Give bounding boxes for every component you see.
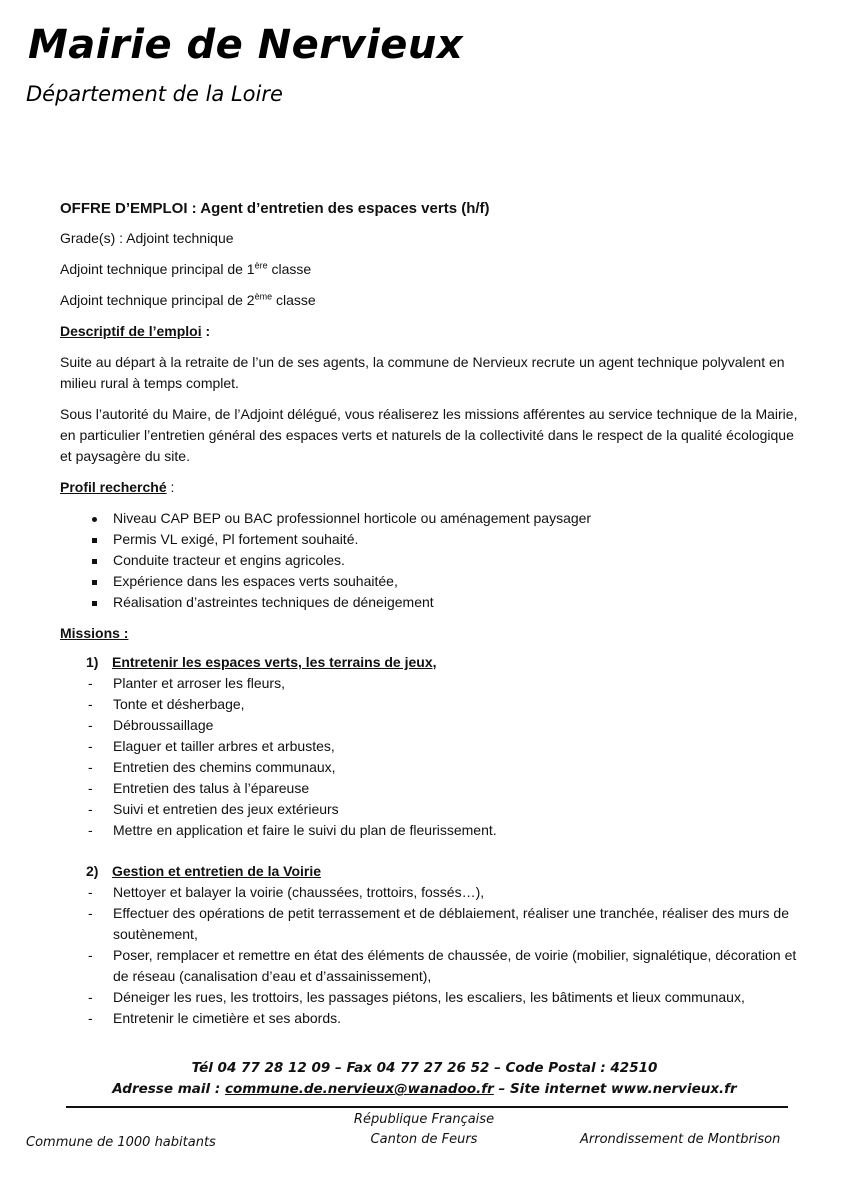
list-item-text: Entretien des talus à l’épareuse: [113, 780, 310, 796]
mission-number: 2): [86, 863, 99, 879]
missions-heading: Missions :: [60, 625, 129, 641]
website-text: – Site internet www.nervieux.fr: [493, 1081, 737, 1097]
dash-icon: -: [88, 905, 93, 921]
list-item-text: Réalisation d’astreintes techniques de déneigement: [113, 594, 434, 610]
list-item: [60, 694, 800, 715]
grade-line: [60, 259, 800, 280]
main-content: [60, 198, 800, 1029]
grade-text: Adjoint technique principal de 2: [60, 292, 255, 308]
list-item-text: Mettre en application et faire le suivi du plan de fleurissement.: [113, 822, 497, 838]
mission-heading: [60, 652, 800, 673]
footer-divider: [66, 1106, 788, 1108]
dash-icon: -: [88, 989, 93, 1005]
list-item: [60, 673, 800, 694]
list-item-text: Effectuer des opérations de petit terrassement et de déblaiement, réaliser une tranchée, réaliser des murs de soutènement,: [113, 905, 790, 942]
list-item: [60, 736, 800, 757]
dash-icon: -: [88, 759, 93, 775]
list-item: [60, 571, 800, 592]
dash-icon: -: [88, 822, 93, 838]
offer-title: OFFRE D’EMPLOI : Agent d’entretien des espaces verts (h/f): [60, 200, 490, 217]
list-item: [60, 550, 800, 571]
bullet-dot-icon: [88, 508, 100, 529]
description-heading-suffix: :: [201, 323, 211, 339]
bullet-square-icon: [88, 592, 100, 613]
dash-icon: -: [88, 1010, 93, 1026]
list-item-text: Tonte et désherbage,: [113, 696, 245, 712]
list-item-text: Planter et arroser les fleurs,: [113, 675, 285, 691]
mission-task-list: [60, 882, 800, 1029]
list-item-text: Débroussaillage: [113, 717, 214, 733]
list-item-text: Conduite tracteur et engins agricoles.: [113, 552, 345, 568]
list-item: [60, 715, 800, 736]
list-item: [60, 592, 800, 613]
list-item: [60, 820, 800, 841]
list-item: [60, 778, 800, 799]
contact-phone-line: Tél 04 77 28 12 09 – Fax 04 77 27 26 52 – Code Postal : 42510: [191, 1060, 658, 1076]
bullet-square-icon: [88, 529, 100, 550]
list-item: [60, 799, 800, 820]
list-item-text: Nettoyer et balayer la voirie (chaussées, trottoirs, fossés…),: [113, 884, 485, 900]
list-item-text: Niveau CAP BEP ou BAC professionnel horticole ou aménagement paysager: [113, 510, 592, 526]
profile-heading: [60, 477, 800, 498]
footer-canton: Canton de Feurs: [370, 1132, 478, 1147]
description-paragraph: Sous l’autorité du Maire, de l’Adjoint délégué, vous réaliserez les missions afférentes au service technique de la Mairie, en particulier l’entretien général des espaces verts et naturels de la collectivité dans le respect de la qualité écologique et paysagère du site.: [60, 406, 798, 464]
bullet-square-icon: [88, 550, 100, 571]
description-paragraphs: [60, 352, 800, 467]
description-paragraph: Suite au départ à la retraite de l’un de ses agents, la commune de Nervieux recrute un agent technique polyvalent en milieu rural à temps complet.: [60, 354, 785, 391]
list-item-text: Déneiger les rues, les trottoirs, les passages piétons, les escaliers, les bâtiments et lieux communaux,: [113, 989, 745, 1005]
mission-title: Gestion et entretien de la Voirie: [112, 863, 322, 879]
footer-center: [324, 1110, 524, 1150]
list-item: [60, 508, 800, 529]
description-heading: [60, 321, 800, 342]
mission-number: 1): [86, 654, 99, 670]
list-item-text: Poser, remplacer et remettre en état des éléments de chaussée, de voirie (mobilier, signalétique, décoration et de réseau (canalisation d’eau et d’assainissement),: [113, 947, 797, 984]
list-item: [60, 1008, 800, 1029]
dash-icon: -: [88, 717, 93, 733]
list-item: [60, 882, 800, 903]
grade-line: [60, 290, 800, 311]
list-item-text: Entretenir le cimetière et ses abords.: [113, 1010, 341, 1026]
profile-list: [60, 508, 800, 613]
profile-heading-suffix: :: [166, 479, 175, 495]
profile-heading-text: Profil recherché: [60, 479, 167, 495]
grade-text: Adjoint technique principal de 1: [60, 261, 255, 277]
list-item: [60, 529, 800, 550]
dash-icon: -: [88, 696, 93, 712]
dash-icon: -: [88, 675, 93, 691]
spacer: [60, 841, 800, 861]
mission-heading: [60, 861, 800, 882]
page-subtitle: Département de la Loire: [26, 82, 283, 106]
list-item-text: Elaguer et tailler arbres et arbustes,: [113, 738, 335, 754]
list-item: [60, 945, 800, 987]
dash-icon: -: [88, 801, 93, 817]
grade-line: [60, 228, 800, 249]
grade-suffix: classe: [267, 261, 312, 277]
grade-suffix: classe: [272, 292, 316, 308]
grade-ordinal: ère: [254, 260, 268, 271]
contact-email-line: [0, 1079, 849, 1100]
grade-ordinal: ème: [254, 291, 273, 302]
list-item-text: Expérience dans les espaces verts souhaitée,: [113, 573, 398, 589]
footer-arrondissement: Arrondissement de Montbrison: [580, 1132, 781, 1147]
list-item-text: Permis VL exigé, Pl fortement souhaité.: [113, 531, 359, 547]
grade-text: Grade(s) : Adjoint technique: [60, 230, 234, 246]
bullet-square-icon: [88, 571, 100, 592]
list-item: [60, 903, 800, 945]
missions-groups: [60, 652, 800, 1029]
email-link[interactable]: commune.de.nervieux@wanadoo.fr: [224, 1081, 494, 1097]
description-heading-text: Descriptif de l’emploi: [60, 323, 202, 339]
page-title: Mairie de Nervieux: [28, 22, 464, 68]
mission-title: Entretenir les espaces verts, les terrains de jeux,: [112, 654, 437, 670]
dash-icon: -: [88, 947, 93, 963]
list-item: [60, 757, 800, 778]
mission-task-list: [60, 673, 800, 841]
dash-icon: -: [88, 884, 93, 900]
footer-population: Commune de 1000 habitants: [26, 1135, 216, 1150]
list-item: [60, 987, 800, 1008]
contact-block: [0, 1058, 849, 1100]
email-label: Adresse mail :: [112, 1081, 225, 1097]
dash-icon: -: [88, 738, 93, 754]
list-item-text: Entretien des chemins communaux,: [113, 759, 336, 775]
dash-icon: -: [88, 780, 93, 796]
grades-list: [60, 228, 800, 311]
footer-republic: République Française: [353, 1112, 495, 1127]
list-item-text: Suivi et entretien des jeux extérieurs: [113, 801, 339, 817]
